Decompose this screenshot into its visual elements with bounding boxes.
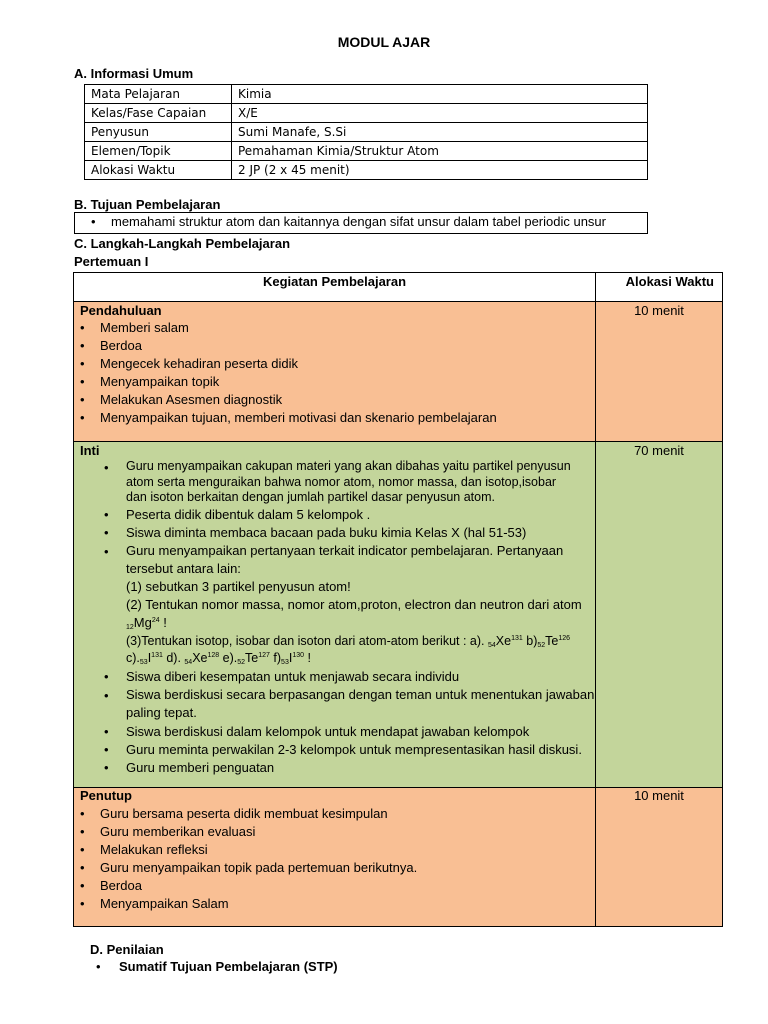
section-c-heading: C. Langkah-Langkah Pembelajaran (74, 236, 291, 251)
intro-time: 10 menit (634, 303, 684, 318)
bullet-icon: • (104, 525, 109, 540)
closing-row (74, 788, 722, 926)
element-symbol: Xe (192, 651, 208, 665)
atomic-number: 52 (237, 659, 246, 666)
bullet-icon: • (104, 760, 109, 775)
atomic-number: 54 (184, 659, 193, 666)
bullet-icon: • (104, 742, 109, 757)
bullet-icon: • (80, 842, 85, 857)
core-item: Siswa berdiskusi dalam kelompok untuk mendapat jawaban kelompok (126, 724, 530, 739)
core-item (126, 686, 594, 722)
header-time: Alokasi Waktu (625, 274, 714, 289)
intro-item: Menyampaikan tujuan, memberi motivasi dan skenario pembelajaran (100, 410, 497, 425)
punctuation: e). (219, 651, 238, 665)
core-item-line: atom serta menguraikan bahwa nomor atom, nomor massa, dan isotop,isobar (126, 474, 557, 489)
bullet-icon: • (104, 724, 109, 739)
mass-number: 128 (207, 652, 220, 659)
activity-table (73, 272, 723, 927)
info-key: Penyusun (85, 123, 232, 142)
core-item: Siswa diminta membaca bacaan pada buku kimia Kelas X (hal 51-53) (126, 525, 527, 540)
intro-item: Menyampaikan topik (100, 374, 220, 389)
mass-number: 24 (151, 617, 160, 624)
punctuation: f) (269, 651, 282, 665)
bullet-icon: • (96, 959, 101, 974)
table-row (85, 161, 648, 180)
atomic-number: 53 (281, 659, 289, 666)
element-symbol: I (288, 651, 293, 665)
section-b-heading: B. Tujuan Pembelajaran (74, 197, 221, 212)
punctuation: ! (159, 615, 167, 630)
info-key: Kelas/Fase Capaian (85, 104, 232, 123)
core-row (74, 442, 722, 788)
info-value: 2 JP (2 x 45 menit) (232, 161, 648, 180)
punctuation: b) (522, 634, 538, 648)
goal-text: memahami struktur atom dan kaitannya dengan sifat unsur dalam tabel periodic unsur (111, 214, 606, 229)
atomic-number: 52 (537, 642, 546, 649)
closing-time: 10 menit (634, 788, 684, 803)
info-value: Kimia (232, 85, 648, 104)
bullet-icon: • (80, 392, 85, 407)
core-time: 70 menit (634, 443, 684, 458)
bullet-icon: • (80, 320, 85, 335)
intro-item: Memberi salam (100, 320, 189, 335)
intro-item: Melakukan Asesmen diagnostik (100, 392, 283, 407)
bullet-icon: • (104, 544, 109, 559)
intro-activity-cell (74, 302, 596, 441)
closing-item: Guru menyampaikan topik pada pertemuan berikutnya. (100, 860, 418, 875)
punctuation: c). (126, 651, 140, 665)
header-time-cell (596, 273, 722, 301)
core-item (126, 459, 571, 506)
table-row (85, 104, 648, 123)
header-activity-cell (74, 273, 596, 301)
core-item-line: dan isoton berkaitan dengan jumlah partikel dasar penyusun atom. (126, 490, 495, 504)
core-activity-cell (74, 442, 596, 787)
bullet-icon: • (80, 806, 85, 821)
element-symbol: Mg (133, 615, 152, 630)
element-symbol: I (147, 651, 152, 665)
info-value: X/E (232, 104, 648, 123)
bullet-icon: • (80, 410, 85, 425)
bullet-icon: • (80, 824, 85, 839)
intro-label: Pendahuluan (80, 303, 162, 318)
bullet-icon: • (80, 896, 85, 911)
core-item-line: Guru menyampaikan pertanyaan terkait indicator pembelajaran. Pertanyaan (126, 543, 564, 558)
table-row (85, 85, 648, 104)
closing-item: Guru memberikan evaluasi (100, 824, 256, 839)
bullet-icon: • (80, 338, 85, 353)
core-item-line: tersebut antara lain: (126, 561, 241, 576)
bullet-icon: • (80, 356, 85, 371)
question-2: (2) Tentukan nomor massa, nomor atom,proton, electron dan neutron dari atom (126, 597, 582, 612)
bullet-icon: • (80, 860, 85, 875)
core-item: Peserta didik dibentuk dalam 5 kelompok . (126, 507, 371, 522)
meeting-label: Pertemuan I (74, 254, 149, 269)
info-key: Elemen/Topik (85, 142, 232, 161)
core-item-line: Siswa berdiskusi secara berpasangan dengan teman untuk menentukan jawaban (126, 687, 595, 702)
intro-item: Berdoa (100, 338, 142, 353)
activity-header-row (74, 273, 722, 302)
core-item-line: paling tepat. (126, 705, 197, 720)
bullet-icon: • (80, 878, 85, 893)
punctuation: d). (162, 651, 185, 665)
mass-number: 126 (558, 635, 571, 642)
element-symbol: Te (245, 651, 259, 665)
core-item: Guru meminta perwakilan 2-3 kelompok untuk mempresentasikan hasil diskusi. (126, 742, 582, 757)
closing-activity-cell (74, 788, 596, 926)
document-title: MODUL AJAR (337, 34, 431, 50)
header-activity: Kegiatan Pembelajaran (262, 274, 407, 289)
mass-number: 131 (511, 635, 523, 642)
bullet-icon: • (104, 688, 109, 703)
question-3-text: (3)Tentukan isotop, isobar dan isoton dari atom-atom berikut : a). (126, 634, 485, 648)
core-time-cell (596, 442, 722, 787)
bullet-icon: • (104, 507, 109, 522)
mass-number: 131 (151, 652, 163, 659)
punctuation: ! (304, 651, 311, 665)
closing-item: Menyampaikan Salam (100, 896, 229, 911)
closing-item: Guru bersama peserta didik membuat kesimpulan (100, 806, 388, 821)
goal-box (74, 212, 648, 234)
core-label: Inti (80, 443, 100, 458)
element-symbol: Te (545, 634, 559, 648)
section-d-heading: D. Penilaian (90, 942, 164, 957)
intro-row (74, 302, 722, 442)
intro-item: Mengecek kehadiran peserta didik (100, 356, 299, 371)
core-item-line: Guru menyampaikan cakupan materi yang akan dibahas yaitu partikel penyusun (126, 459, 571, 473)
table-row (85, 142, 648, 161)
bullet-icon: • (91, 214, 96, 229)
info-key: Alokasi Waktu (85, 161, 232, 180)
closing-time-cell (596, 788, 722, 926)
element-symbol: Xe (495, 634, 512, 648)
intro-time-cell (596, 302, 722, 441)
info-key: Mata Pelajaran (85, 85, 232, 104)
table-row (85, 123, 648, 142)
section-a-heading: A. Informasi Umum (74, 66, 194, 81)
atomic-number: 12 (126, 624, 134, 631)
closing-label: Penutup (80, 788, 132, 803)
bullet-icon: • (104, 460, 109, 475)
atomic-number: 53 (139, 659, 148, 666)
info-value: Sumi Manafe, S.Si (232, 123, 648, 142)
mass-number: 127 (258, 652, 270, 659)
info-table (84, 84, 648, 180)
closing-item: Melakukan refleksi (100, 842, 208, 857)
core-item: Siswa diberi kesempatan untuk menjawab secara individu (126, 669, 460, 684)
info-value: Pemahaman Kimia/Struktur Atom (232, 142, 648, 161)
core-item: Guru memberi penguatan (126, 760, 275, 775)
bullet-icon: • (104, 669, 109, 684)
section-d-item: Sumatif Tujuan Pembelajaran (STP) (119, 959, 338, 974)
closing-item: Berdoa (100, 878, 142, 893)
bullet-icon: • (80, 374, 85, 389)
core-item (126, 542, 563, 578)
atomic-number: 54 (488, 642, 496, 649)
question-1: (1) sebutkan 3 partikel penyusun atom! (126, 579, 351, 594)
mass-number: 130 (292, 652, 305, 659)
